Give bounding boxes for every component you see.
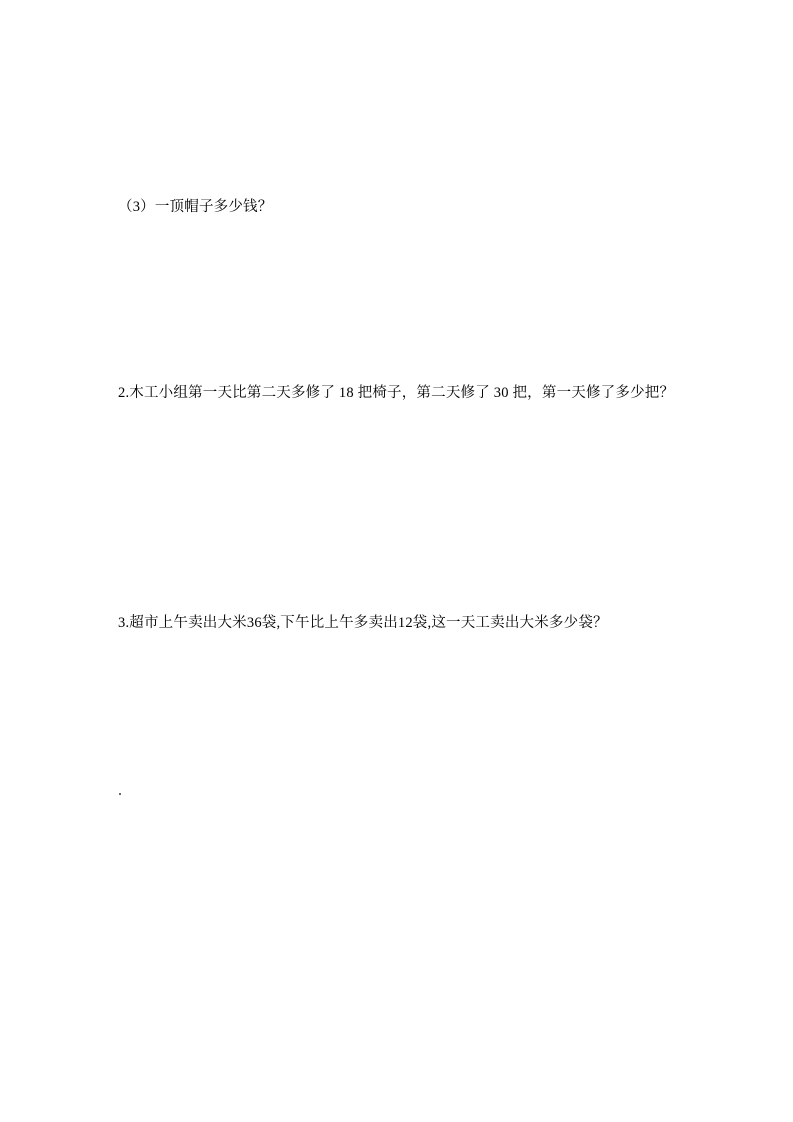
question-item-3 <box>118 608 698 638</box>
question-text: （3）一顶帽子多少钱？ <box>118 199 273 215</box>
question-text: 3.超市上午卖出大米36袋,下午比上午多卖出12袋,这一天工卖出大米多少袋？ <box>118 615 608 631</box>
question-item-2 <box>118 378 683 408</box>
question-item-1 <box>118 192 678 222</box>
stray-mark-icon <box>119 793 121 795</box>
question-text: 2.木工小组第一天比第二天多修了 18 把椅子，第二天修了 30 把，第一天修了多少把？ <box>118 385 675 401</box>
